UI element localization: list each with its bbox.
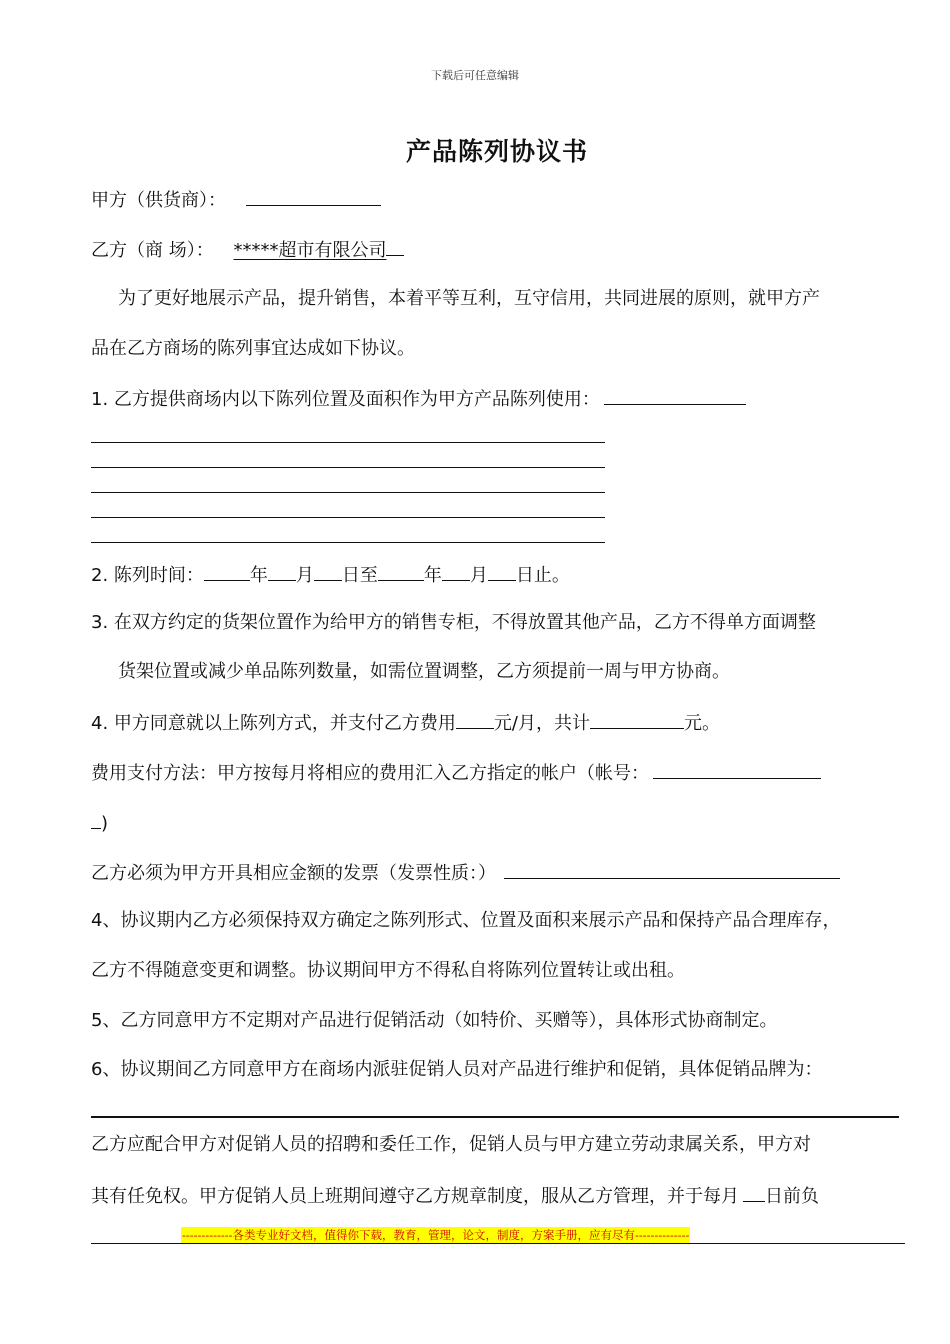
fill-line-4 [91, 517, 605, 518]
start-month-blank [268, 562, 296, 581]
payment-text: 费用支付方法：甲方按每月将相应的费用汇入乙方指定的帐户（帐号： [91, 763, 649, 784]
fill-line-2 [91, 467, 605, 468]
party-b-value: *****超市有限公司 [233, 240, 387, 261]
clause-3-line-2: 货架位置或减少单品陈列数量，如需位置调整，乙方须提前一周与甲方协商。 [118, 661, 730, 682]
brand-blank-line [91, 1116, 899, 1118]
party-b-line [91, 237, 404, 263]
para-4-line-2: 乙方不得随意变更和调整。协议期间甲方不得私自将陈列位置转让或出租。 [91, 960, 685, 981]
header-note: 下载后可任意编辑 [431, 69, 519, 82]
para-5: 5、乙方同意甲方不定期对产品进行促销活动（如特价、买赠等），具体形式协商制定。 [91, 1010, 778, 1031]
end-month-blank [442, 562, 470, 581]
day-of-month-blank [743, 1183, 765, 1202]
total-fee-blank [590, 710, 684, 729]
clause-4-yuan: 元。 [683, 713, 720, 734]
clause-4-prefix: 4. 甲方同意就以上陈列方式，并支付乙方费用 [91, 713, 456, 734]
para-6b-line-2 [91, 1183, 819, 1209]
para-6b-text: 其有任免权。甲方促销人员上班期间遵守乙方规章制度，服从乙方管理，并于每月 [91, 1186, 739, 1207]
document-title: 产品陈列协议书 [405, 137, 588, 166]
party-a-blank [246, 187, 381, 206]
end-day-blank [488, 562, 516, 581]
clause-1-text: 1. 乙方提供商场内以下陈列位置及面积作为甲方产品陈列使用： [91, 389, 600, 410]
invoice-text: 乙方必须为甲方开具相应金额的发票（发票性质：） [91, 863, 496, 884]
start-month-label: 月 [295, 565, 314, 586]
start-year-label: 年 [249, 565, 268, 586]
clause-2 [91, 562, 570, 588]
clause-1 [91, 386, 746, 412]
payment-line-2 [91, 810, 108, 836]
fill-line-3 [91, 492, 605, 493]
fill-line-5 [91, 542, 605, 543]
start-year-blank [204, 562, 250, 581]
invoice-line [91, 860, 840, 886]
monthly-fee-blank [456, 710, 494, 729]
end-day-label: 日止。 [515, 565, 570, 586]
intro-line-2: 品在乙方商场的陈列事宜达成如下协议。 [91, 338, 415, 359]
clause-2-prefix: 2. 陈列时间： [91, 565, 204, 586]
end-year-label: 年 [423, 565, 442, 586]
fill-line-1 [91, 442, 605, 443]
account-number-blank [653, 760, 821, 779]
payment-line-1 [91, 760, 821, 786]
party-a-label: 甲方（供货商）： [91, 190, 226, 211]
clause-4 [91, 710, 720, 736]
account-number-blank-tail [91, 810, 101, 829]
party-b-underline-tail [386, 237, 404, 256]
invoice-blank [504, 860, 840, 879]
start-day-label: 日至 [341, 565, 378, 586]
para-6: 6、协议期间乙方同意甲方在商场内派驻促销人员对产品进行维护和促销，具体促销品牌为： [91, 1059, 823, 1080]
para-6b-line-1: 乙方应配合甲方对促销人员的招聘和委任工作，促销人员与甲方建立劳动隶属关系，甲方对 [91, 1134, 811, 1155]
end-year-blank [378, 562, 424, 581]
party-a-line [91, 187, 381, 213]
footer-rule [91, 1243, 905, 1244]
para-4-line-1: 4、协议期内乙方必须保持双方确定之陈列形式、位置及面积来展示产品和保持产品合理库存， [91, 910, 841, 931]
end-month-label: 月 [469, 565, 488, 586]
clause-4-per-month: 元/月，共计 [493, 713, 590, 734]
payment-close-paren: ) [101, 813, 109, 834]
clause-1-blank [604, 386, 746, 405]
start-day-blank [314, 562, 342, 581]
party-b-label: 乙方（商 场）： [91, 240, 214, 261]
clause-3-line-1: 3. 在双方约定的货架位置作为给甲方的销售专柜，不得放置其他产品，乙方不得单方面调整 [91, 612, 816, 633]
footer-banner: -------------各类专业好文档，值得你下载，教育，管理，论文，制度，方案手册，应有尽有-------------- [182, 1228, 690, 1242]
para-6b-tail: 日前负 [765, 1186, 819, 1207]
intro-line-1: 为了更好地展示产品，提升销售，本着平等互利，互守信用，共同进展的原则，就甲方产 [118, 288, 820, 309]
